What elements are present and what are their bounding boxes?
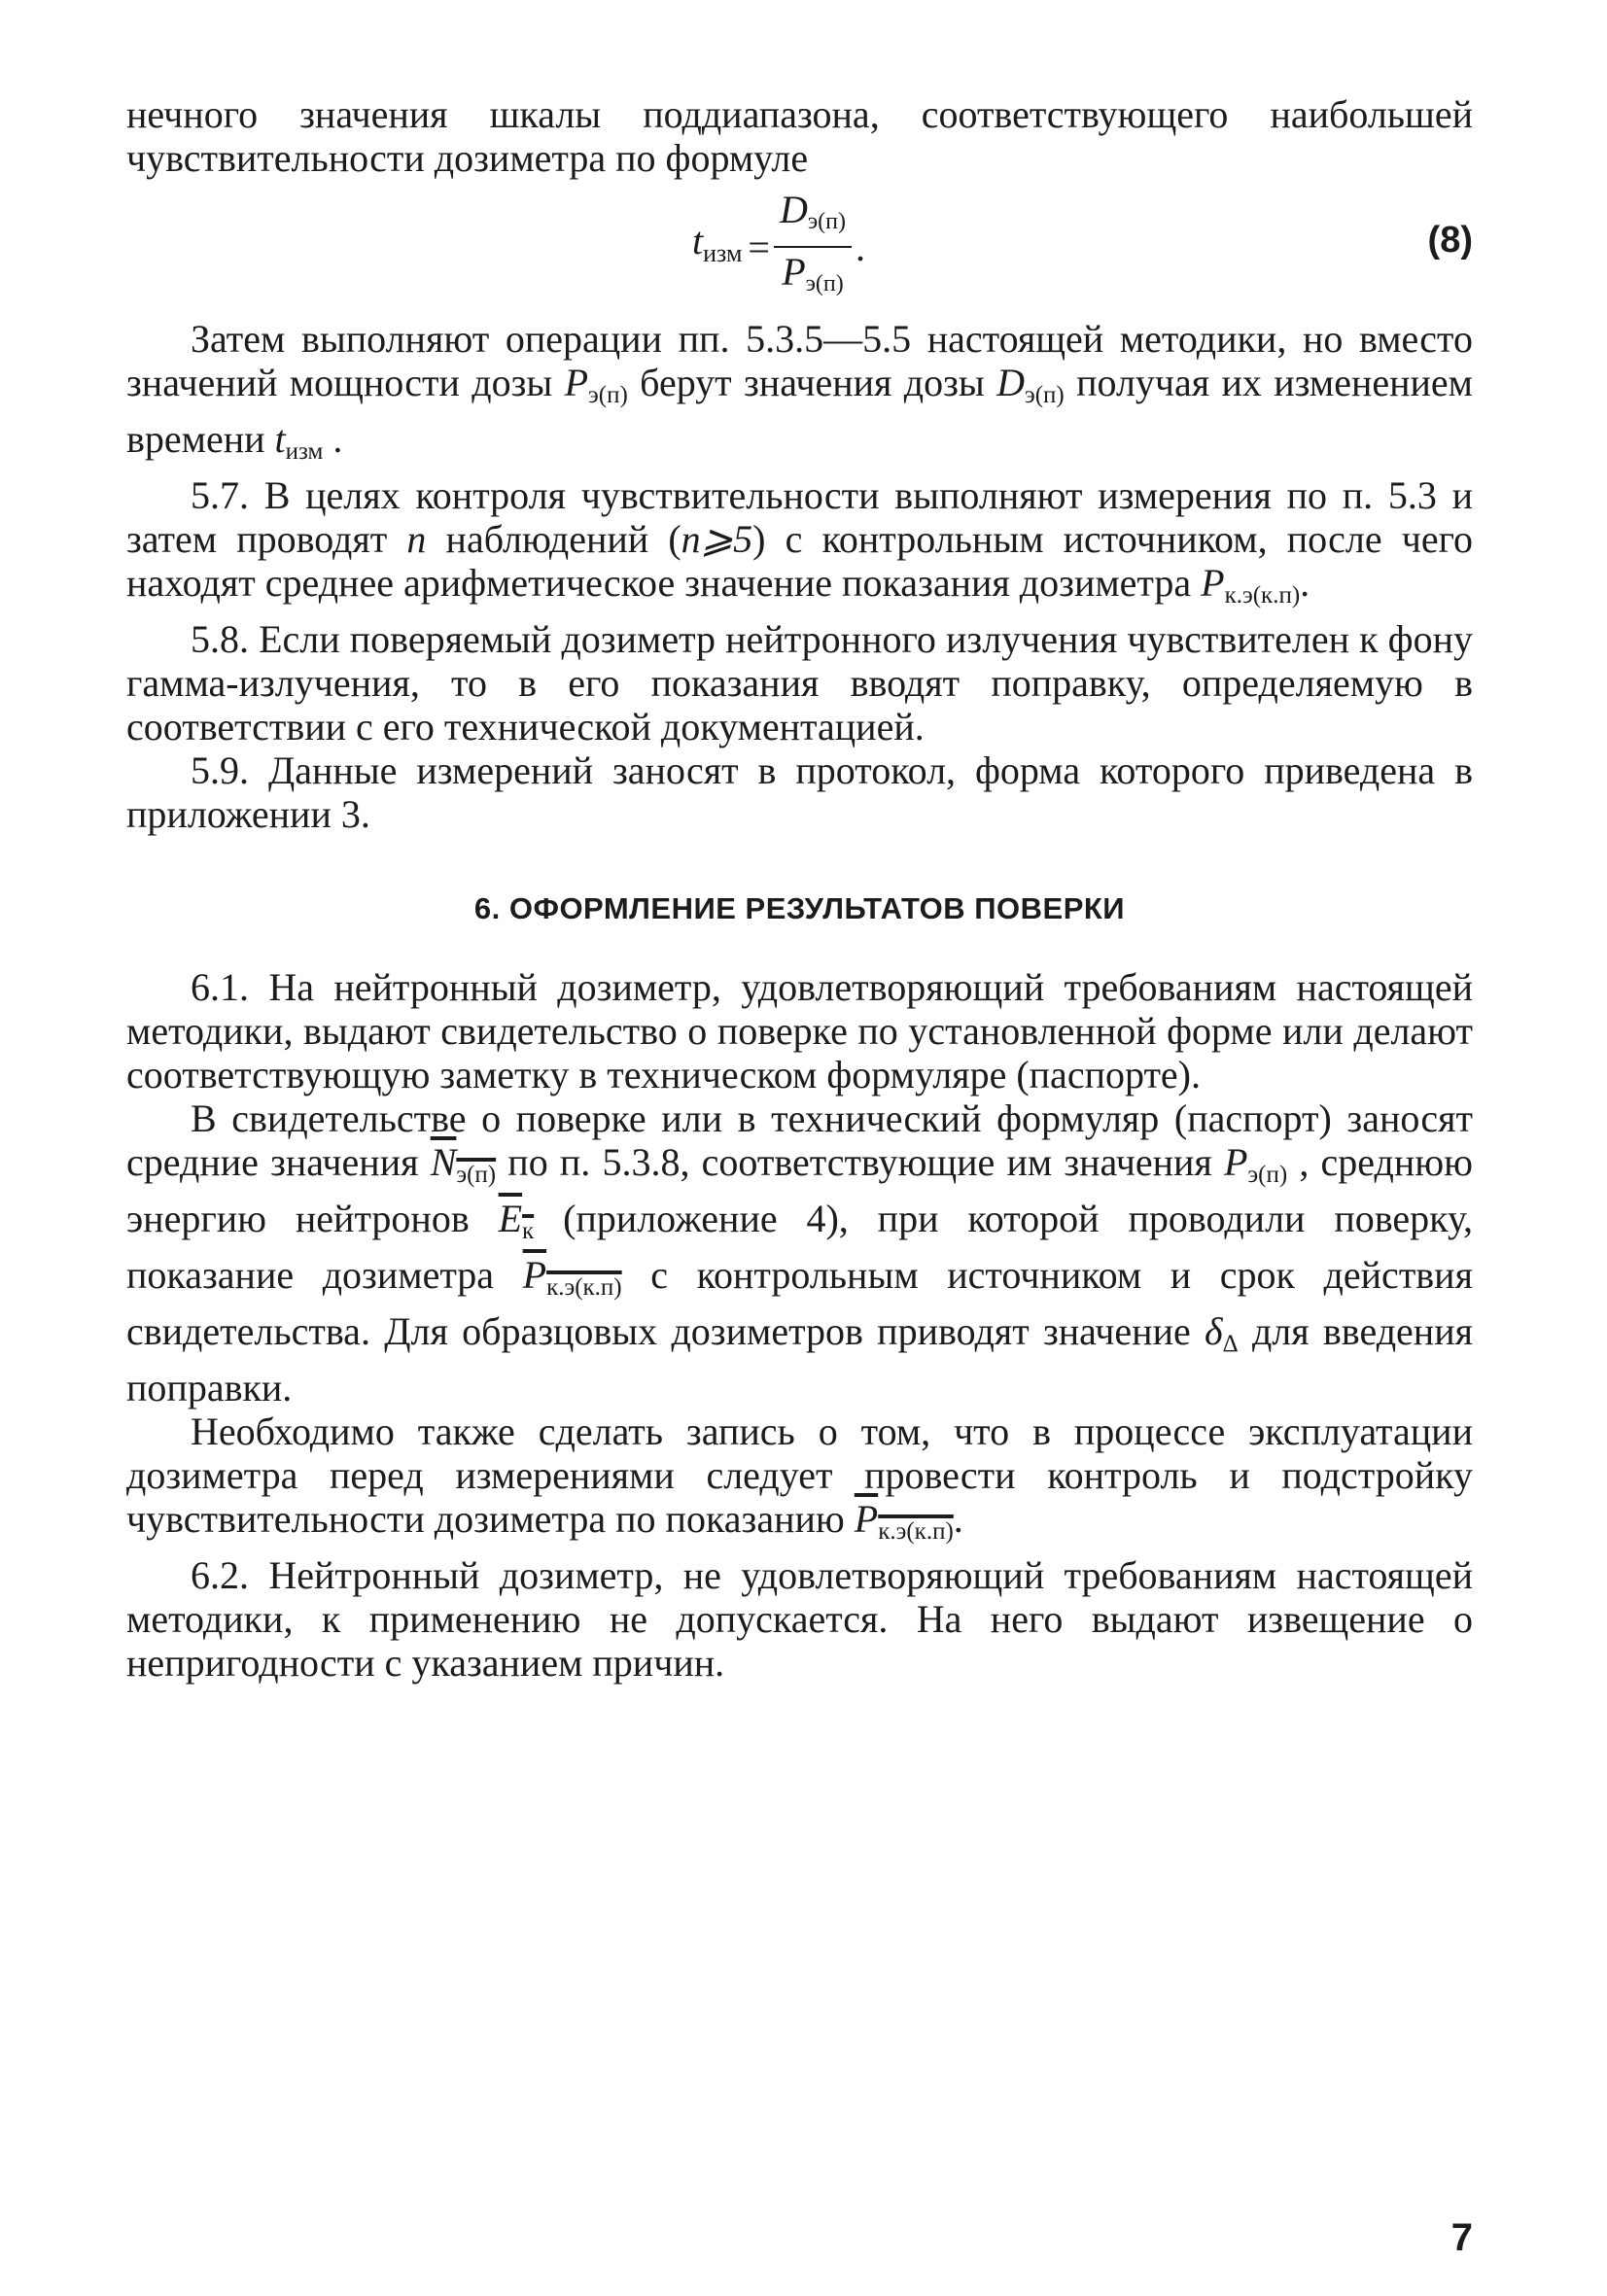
formula-lhs: $t_{изм}$ [692, 219, 743, 267]
formula-8 [126, 182, 1473, 303]
section-heading: 6. ОФОРМЛЕНИЕ РЕЗУЛЬТАТОВ ПОВЕРКИ [473, 891, 1126, 925]
var-e-k: $E_к$ [498, 1197, 535, 1244]
paragraph-6-1-note: Необходимо также сделать запись о том, что в процессе эксплуатации дозиметра перед измерениями следует провести контроль и подстройку чувствительности дозиметра по показанию $P_{к.э(к.п)}$. [126, 1409, 1473, 1545]
formula-period: . [856, 225, 865, 269]
var-p-e: $P_{э(п)}$ [564, 361, 628, 408]
paragraph-zatem: Затем выполняют операции пп. 5.3.5—5.5 настоящей методики, но вместо значений мощности дозы $P_{э(п)}$ берут значения дозы $D_{э(п)}$ получая их изменением времени $t_{изм}$ . [126, 317, 1473, 465]
paragraph-5-7: 5.7. В целях контроля чувствительности выполняют измерения по п. 5.3 и затем проводят n наблюдений (n⩾5) с контрольным источником, после чего находят среднее арифметическое значение показания дозиметра $P_{к.э(к.п)}$. [126, 473, 1473, 609]
paragraph-6-2: 6.2. Нейтронный дозиметр, не удовлетворяющий требованиям настоящей методики, к применению не допускается. На него выдают извещение о непригодности с указанием причин. [126, 1553, 1473, 1685]
formula-fraction [774, 188, 852, 306]
page-number: 7 [1450, 2216, 1473, 2259]
formula-expression [692, 188, 865, 306]
var-p-e-2: $P_{э(п)}$ [1223, 1140, 1288, 1188]
var-n: n [406, 517, 427, 561]
var-t-izm: $t_{изм}$ [274, 417, 324, 465]
var-p-k-mean: $P_{к.э(к.п)}$ [522, 1253, 622, 1301]
formula-numerator: $D_{э(п)}$ [774, 188, 852, 248]
formula-equals: = [748, 225, 770, 269]
paragraph-6-1-certificate: В свидетельстве о поверке или в технический формуляр (паспорт) заносят средние значения $N_{э(п)}$ по п. 5.3.8, соответствующие им значения $P_{э(п)}$ , среднюю энергию нейтронов $E_к$ (приложение 4), при которой проводили поверку, показание дозиметра $P_{к.э(к.п)}$ с контрольным источником и срок действия свидетельства. Для образцовых дозиметров приводят значение $\delta_\Delta$ для введения поправки. [126, 1096, 1474, 1409]
var-delta: $\delta_\Delta$ [1205, 1309, 1239, 1357]
var-p-k: $P_{к.э(к.п)}$ [1201, 561, 1301, 609]
formula-denominator: $P_{э(п)}$ [782, 250, 844, 296]
var-p-k-mean-2: $P_{к.э(к.п)}$ [854, 1497, 954, 1545]
paragraph-6-1: 6.1. На нейтронный дозиметр, удовлетворяющий требованиям настоящей методики, выдают свидетельство о поверке по установленной форме или делают соответствующую заметку в техническом формуляре (паспорте). [126, 965, 1473, 1096]
paragraph-5-8: 5.8. Если поверяемый дозиметр нейтронного излучения чувствителен к фону гамма-излучения, то в его показания вводят поправку, определяемую в соответствии с его технической документацией. [126, 617, 1473, 748]
var-d-e: $D_{э(п)}$ [996, 361, 1065, 408]
condition-n: n⩾5 [681, 517, 753, 561]
paragraph-5-9: 5.9. Данные измерений заносят в протокол, форма которого приведена в приложении 3. [126, 748, 1473, 836]
formula-number: (8) [1427, 220, 1473, 261]
paragraph-intro: нечного значения шкалы поддиапазона, соответствующего наибольшей чувствительности дозиметра по формуле [126, 92, 1473, 180]
var-n-mean: $N_{э(п)}$ [430, 1140, 497, 1188]
